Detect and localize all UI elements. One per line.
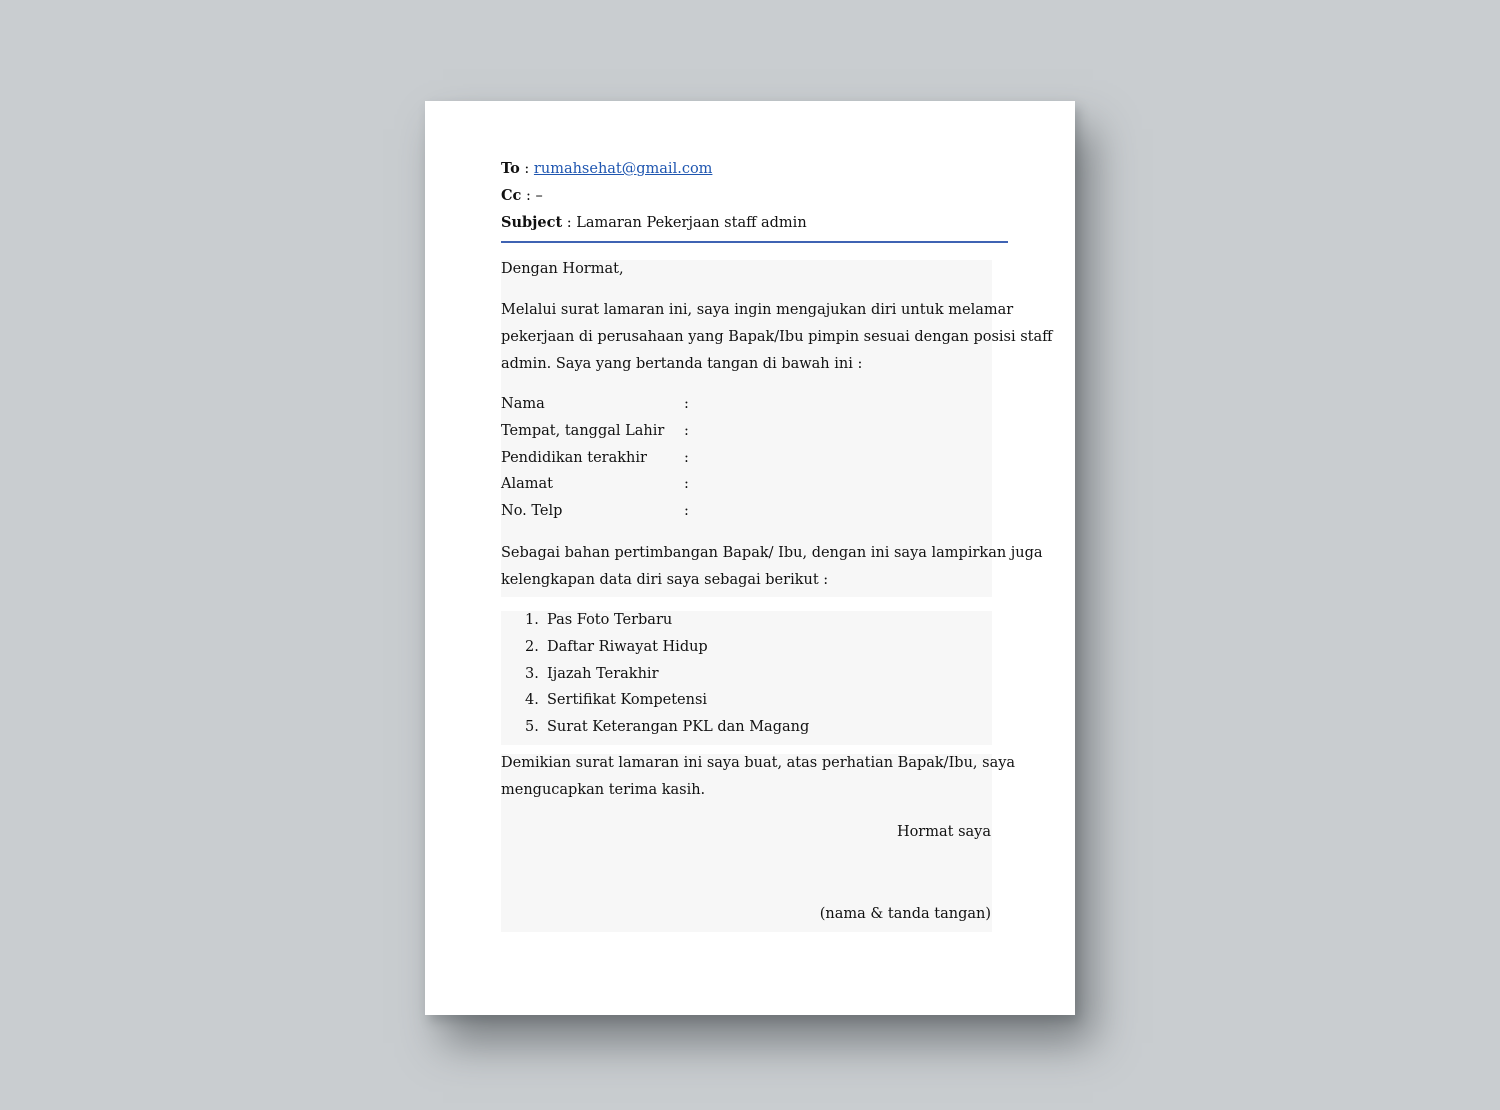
list-number-cell bbox=[501, 661, 547, 688]
list-item bbox=[501, 634, 809, 661]
field-row-address bbox=[501, 471, 689, 498]
field-label: Alamat bbox=[501, 476, 553, 493]
attachment-list bbox=[501, 607, 809, 741]
field-label: Nama bbox=[501, 396, 545, 412]
closing-line: Demikian surat lamaran ini saya buat, atas perhatian Bapak/Ibu, saya bbox=[501, 755, 1016, 771]
cc-value: – bbox=[535, 187, 543, 204]
email-header bbox=[501, 156, 1008, 236]
list-number: 3. bbox=[525, 665, 539, 682]
closing-line: mengucapkan terima kasih. bbox=[501, 781, 706, 798]
field-row-nama bbox=[501, 391, 689, 418]
list-item bbox=[501, 661, 809, 688]
list-text: Ijazah Terakhir bbox=[547, 665, 659, 682]
field-colon: : bbox=[684, 396, 689, 412]
list-text: Pas Foto Terbaru bbox=[547, 612, 673, 628]
applicant-fields bbox=[501, 391, 689, 525]
subject-label: Subject bbox=[501, 213, 563, 231]
field-colon: : bbox=[684, 476, 689, 493]
intro-line: pekerjaan di perusahaan yang Bapak/Ibu pimpin sesuai dengan posisi staff bbox=[501, 328, 1053, 345]
header-divider bbox=[501, 241, 1008, 243]
field-colon: : bbox=[684, 503, 689, 520]
list-text: Daftar Riwayat Hidup bbox=[547, 638, 708, 655]
list-number: 5. bbox=[525, 719, 539, 736]
greeting: Dengan Hormat, bbox=[501, 261, 624, 277]
intro-paragraph bbox=[501, 297, 1052, 377]
cc-separator: : bbox=[521, 187, 536, 204]
field-label: Tempat, tanggal Lahir bbox=[501, 422, 665, 439]
to-label: To bbox=[501, 160, 520, 177]
list-number-cell bbox=[501, 607, 547, 634]
signature-placeholder: (nama & tanda tangan) bbox=[819, 906, 991, 922]
list-item bbox=[501, 714, 809, 741]
subject-separator: : bbox=[562, 214, 577, 231]
field-row-birth bbox=[501, 418, 689, 445]
subject-line bbox=[501, 210, 1008, 237]
field-colon: : bbox=[684, 449, 689, 466]
to-email-link[interactable]: rumahsehat@gmail.com bbox=[533, 161, 713, 177]
consider-line: kelengkapan data diri saya sebagai berikut : bbox=[501, 571, 829, 588]
field-label: No. Telp bbox=[501, 503, 563, 520]
intro-line: Melalui surat lamaran ini, saya ingin mengajukan diri untuk melamar bbox=[501, 302, 1014, 318]
list-number-cell bbox=[501, 634, 547, 661]
list-text: Sertifikat Kompetensi bbox=[547, 692, 708, 709]
list-item bbox=[501, 607, 809, 634]
intro-line: admin. Saya yang bertanda tangan di bawah ini : bbox=[501, 355, 863, 372]
cc-label: Cc bbox=[501, 186, 522, 204]
closing-paragraph bbox=[501, 750, 1015, 804]
list-number-cell bbox=[501, 687, 547, 714]
field-row-phone bbox=[501, 498, 689, 525]
to-line bbox=[501, 156, 1008, 183]
list-number-cell bbox=[501, 714, 547, 741]
list-number: 1. bbox=[525, 612, 539, 628]
subject-value: Lamaran Pekerjaan staff admin bbox=[576, 214, 807, 231]
consideration-paragraph bbox=[501, 540, 1043, 594]
list-item bbox=[501, 687, 809, 714]
to-separator: : bbox=[519, 161, 534, 177]
letter-page bbox=[425, 101, 1075, 1015]
list-number: 2. bbox=[525, 638, 539, 655]
regards-text: Hormat saya bbox=[896, 824, 991, 840]
consider-line: Sebagai bahan pertimbangan Bapak/ Ibu, dengan ini saya lampirkan juga bbox=[501, 545, 1043, 561]
list-number: 4. bbox=[525, 692, 539, 709]
field-label: Pendidikan terakhir bbox=[501, 449, 647, 466]
list-text: Surat Keterangan PKL dan Magang bbox=[547, 719, 810, 736]
field-row-education bbox=[501, 445, 689, 472]
cc-line bbox=[501, 183, 1008, 210]
field-colon: : bbox=[684, 422, 689, 439]
